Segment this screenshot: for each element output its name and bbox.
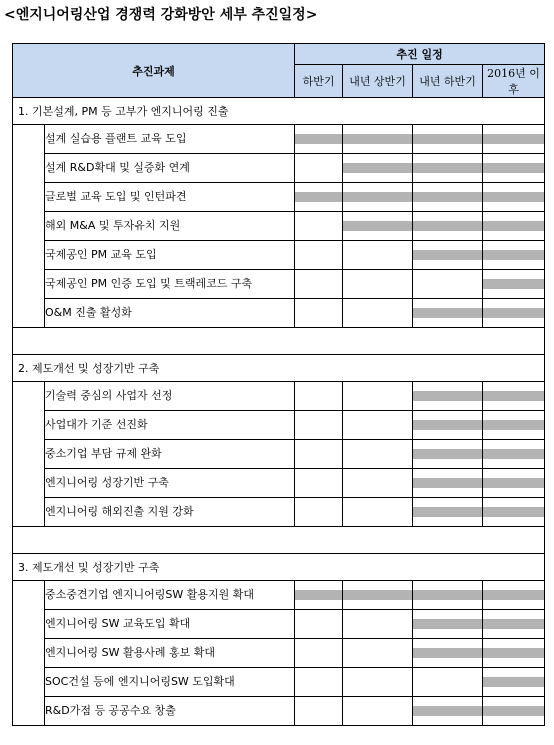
schedule-cell	[343, 183, 413, 212]
schedule-bar	[413, 619, 482, 629]
schedule-cell	[295, 440, 343, 469]
schedule-bar	[295, 192, 342, 202]
schedule-bar	[413, 706, 482, 716]
schedule-cell	[343, 697, 413, 726]
schedule-bar	[483, 391, 544, 401]
spacer-cell	[13, 328, 545, 355]
task-row	[13, 125, 545, 154]
schedule-cell	[413, 411, 483, 440]
schedule-cell	[295, 498, 343, 527]
section-title: 1. 기본설계, PM 등 고부가 엔지니어링 진출	[13, 98, 545, 125]
schedule-cell	[295, 469, 343, 498]
schedule-cell	[413, 581, 483, 610]
schedule-bar	[295, 134, 342, 144]
schedule-cell	[413, 498, 483, 527]
header-period-2016: 2016년 이후	[483, 65, 545, 98]
schedule-cell	[483, 382, 545, 411]
indent-cell	[13, 125, 45, 328]
task-row	[13, 270, 545, 299]
schedule-cell	[413, 668, 483, 697]
schedule-bar	[413, 648, 482, 658]
schedule-bar	[343, 221, 412, 231]
task-row	[13, 440, 545, 469]
task-row	[13, 299, 545, 328]
schedule-cell	[483, 241, 545, 270]
schedule-cell	[343, 469, 413, 498]
task-row	[13, 183, 545, 212]
schedule-cell	[343, 639, 413, 668]
schedule-bar	[413, 192, 482, 202]
indent-cell	[13, 382, 45, 527]
schedule-cell	[295, 382, 343, 411]
schedule-cell	[343, 212, 413, 241]
schedule-cell	[483, 212, 545, 241]
schedule-cell	[295, 668, 343, 697]
schedule-cell	[413, 125, 483, 154]
schedule-bar	[413, 478, 482, 488]
section-spacer-row	[13, 328, 545, 355]
schedule-cell	[413, 697, 483, 726]
schedule-bar	[483, 507, 544, 517]
schedule-cell	[295, 125, 343, 154]
section-header-row	[13, 98, 545, 125]
schedule-cell	[295, 697, 343, 726]
schedule-cell	[343, 125, 413, 154]
section-header-row	[13, 355, 545, 382]
task-row	[13, 697, 545, 726]
schedule-cell	[413, 610, 483, 639]
section-title: 3. 제도개선 및 성장기반 구축	[13, 554, 545, 581]
task-row	[13, 411, 545, 440]
schedule-bar	[343, 192, 412, 202]
header-plan: 추진 일정	[295, 44, 545, 65]
task-row	[13, 241, 545, 270]
task-label: R&D가점 등 공공수요 창출	[45, 697, 295, 726]
schedule-bar	[483, 134, 544, 144]
document-title: <엔지니어링산업 경쟁력 강화방안 세부 추진일정>	[4, 7, 318, 23]
task-label: 기술력 중심의 사업자 선정	[45, 382, 295, 411]
task-label: O&M 진출 활성화	[45, 299, 295, 328]
schedule-bar	[413, 250, 482, 260]
task-row	[13, 581, 545, 610]
schedule-cell	[483, 581, 545, 610]
schedule-cell	[343, 299, 413, 328]
schedule-bar	[483, 420, 544, 430]
schedule-cell	[483, 498, 545, 527]
task-label: 사업대가 기준 선진화	[45, 411, 295, 440]
schedule-table	[12, 43, 545, 726]
schedule-cell	[413, 299, 483, 328]
task-row	[13, 154, 545, 183]
schedule-bar	[483, 308, 544, 318]
schedule-bar	[413, 308, 482, 318]
schedule-bar	[483, 250, 544, 260]
schedule-cell	[483, 154, 545, 183]
schedule-bar	[413, 391, 482, 401]
schedule-cell	[295, 183, 343, 212]
schedule-bar	[343, 590, 412, 600]
schedule-bar	[483, 478, 544, 488]
schedule-cell	[343, 440, 413, 469]
schedule-cell	[343, 411, 413, 440]
spacer-cell	[13, 527, 545, 554]
schedule-cell	[483, 668, 545, 697]
schedule-bar	[413, 134, 482, 144]
schedule-cell	[483, 125, 545, 154]
task-label: 설계 실습용 플랜트 교육 도입	[45, 125, 295, 154]
task-label: 해외 M&A 및 투자유치 지원	[45, 212, 295, 241]
schedule-cell	[343, 610, 413, 639]
task-row	[13, 610, 545, 639]
section-header-row	[13, 554, 545, 581]
schedule-bar	[483, 706, 544, 716]
schedule-cell	[343, 668, 413, 697]
schedule-cell	[413, 212, 483, 241]
schedule-cell	[343, 498, 413, 527]
schedule-cell	[343, 581, 413, 610]
task-row	[13, 469, 545, 498]
schedule-bar	[413, 590, 482, 600]
schedule-bar	[483, 619, 544, 629]
task-label: 엔지니어링 해외진출 지원 강화	[45, 498, 295, 527]
schedule-cell	[413, 270, 483, 299]
schedule-cell	[295, 411, 343, 440]
task-label: 중소중견기업 엔지니어링SW 활용지원 확대	[45, 581, 295, 610]
header-task: 추진과제	[13, 44, 295, 98]
task-label: 국제공인 PM 교육 도입	[45, 241, 295, 270]
task-label: 중소기업 부담 규제 완화	[45, 440, 295, 469]
task-row	[13, 498, 545, 527]
schedule-cell	[295, 241, 343, 270]
schedule-bar	[483, 449, 544, 459]
task-row	[13, 382, 545, 411]
schedule-bar	[413, 163, 482, 173]
schedule-cell	[483, 469, 545, 498]
schedule-cell	[413, 183, 483, 212]
task-row	[13, 639, 545, 668]
schedule-cell	[413, 469, 483, 498]
schedule-cell	[295, 154, 343, 183]
schedule-cell	[343, 382, 413, 411]
task-label: 국제공인 PM 인증 도입 및 트랙레코드 구축	[45, 270, 295, 299]
task-label: SOC건설 등에 엔지니어링SW 도입확대	[45, 668, 295, 697]
task-row	[13, 668, 545, 697]
schedule-bar	[483, 192, 544, 202]
task-label: 엔지니어링 SW 교육도입 확대	[45, 610, 295, 639]
schedule-cell	[483, 610, 545, 639]
schedule-cell	[483, 270, 545, 299]
schedule-cell	[295, 212, 343, 241]
task-label: 글로벌 교육 도입 및 인턴파견	[45, 183, 295, 212]
task-row	[13, 212, 545, 241]
schedule-bar	[483, 221, 544, 231]
schedule-bar	[343, 163, 412, 173]
schedule-cell	[343, 241, 413, 270]
schedule-cell	[413, 241, 483, 270]
schedule-cell	[483, 639, 545, 668]
schedule-cell	[343, 154, 413, 183]
schedule-cell	[483, 299, 545, 328]
schedule-cell	[413, 382, 483, 411]
task-label: 설계 R&D확대 및 실증화 연계	[45, 154, 295, 183]
schedule-cell	[295, 581, 343, 610]
schedule-bar	[413, 449, 482, 459]
schedule-cell	[483, 440, 545, 469]
indent-cell	[13, 581, 45, 726]
schedule-cell	[343, 270, 413, 299]
section-spacer-row	[13, 527, 545, 554]
schedule-cell	[413, 154, 483, 183]
header-period-next-h2: 내년 하반기	[413, 65, 483, 98]
schedule-cell	[295, 299, 343, 328]
schedule-cell	[295, 610, 343, 639]
schedule-bar	[483, 677, 544, 687]
schedule-bar	[413, 221, 482, 231]
schedule-cell	[413, 440, 483, 469]
schedule-cell	[295, 639, 343, 668]
section-title: 2. 제도개선 및 성장기반 구축	[13, 355, 545, 382]
schedule-bar	[483, 648, 544, 658]
task-label: 엔지니어링 성장기반 구축	[45, 469, 295, 498]
header-period-next-h1: 내년 상반기	[343, 65, 413, 98]
schedule-cell	[295, 270, 343, 299]
header-period-h2: 하반기	[295, 65, 343, 98]
schedule-cell	[483, 183, 545, 212]
schedule-cell	[413, 639, 483, 668]
schedule-cell	[483, 411, 545, 440]
schedule-bar	[295, 590, 342, 600]
task-label: 엔지니어링 SW 활용사례 홍보 확대	[45, 639, 295, 668]
schedule-bar	[413, 507, 482, 517]
schedule-bar	[343, 134, 412, 144]
schedule-cell	[483, 697, 545, 726]
schedule-bar	[483, 279, 544, 289]
schedule-bar	[483, 163, 544, 173]
schedule-bar	[483, 590, 544, 600]
schedule-bar	[413, 420, 482, 430]
